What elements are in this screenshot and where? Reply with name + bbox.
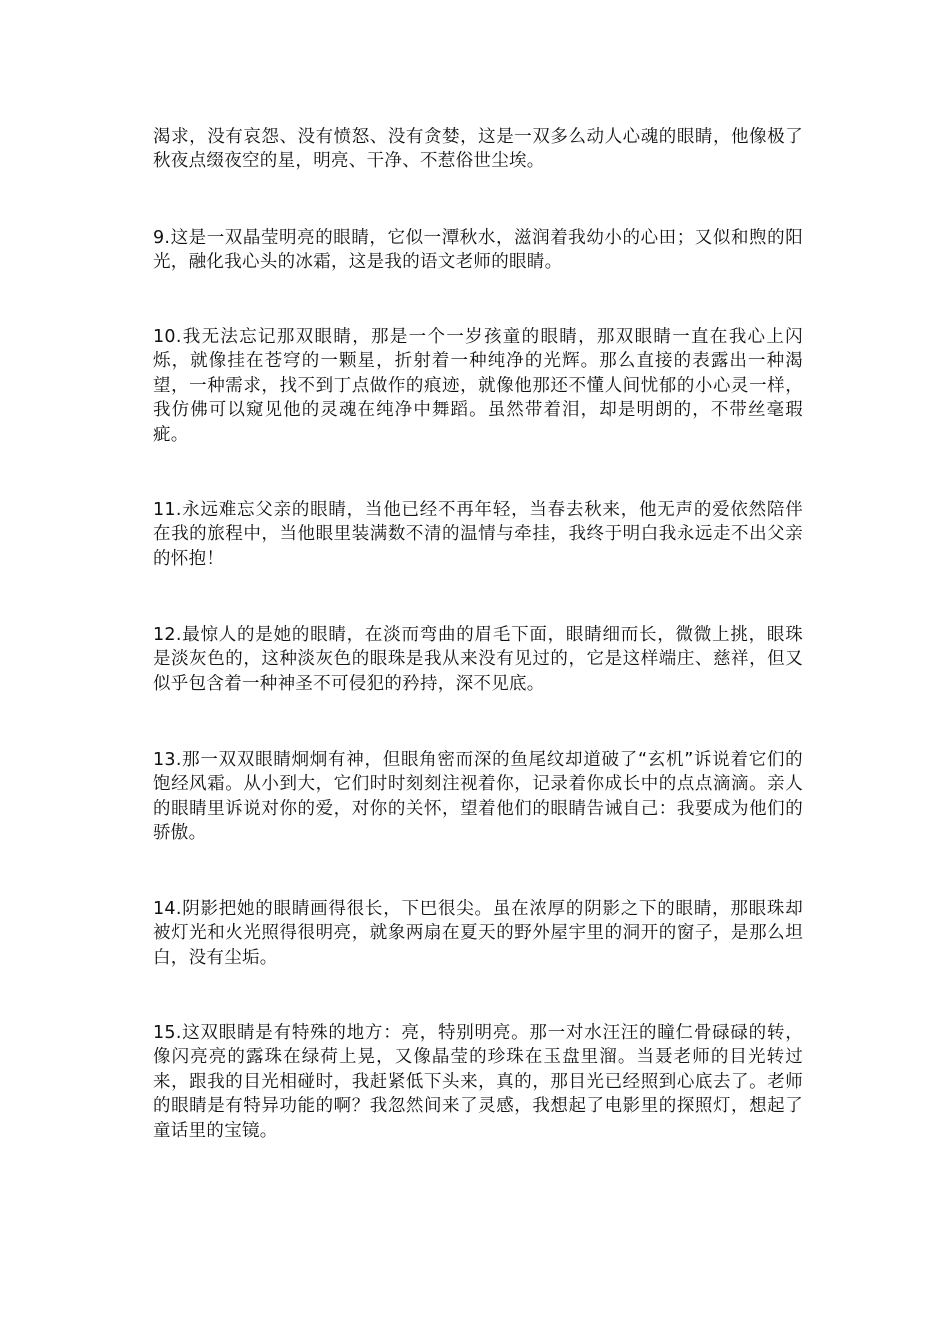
paragraph-15: 15.这双眼睛是有特殊的地方：亮，特别明亮。那一对水汪汪的瞳仁骨碌碌的转，像闪亮亮的露珠在绿荷上晃，又像晶莹的珍珠在玉盘里溜。当聂老师的目光转过来，跟我的目光相碰时，我赶紧低下头来，真的，那目光已经照到心底去了。老师的眼睛是有特异功能的啊？我忽然间来了灵感，我想起了电影里的探照灯，想起了童话里的宝镜。	[153, 1023, 803, 1141]
paragraph-11: 11.永远难忘父亲的眼睛，当他已经不再年轻，当春去秋来，他无声的爱依然陪伴在我的旅程中，当他眼里装满数不清的温情与牵挂，我终于明白我永远走不出父亲的怀抱！	[153, 500, 803, 569]
paragraph-12: 12.最惊人的是她的眼睛，在淡而弯曲的眉毛下面，眼睛细而长，微微上挑，眼珠是淡灰色的，这种淡灰色的眼珠是我从来没有见过的，它是这样端庄、慈祥，但又似乎包含着一种神圣不可侵犯的矜持，深不见底。	[153, 625, 803, 694]
paragraph-continuation: 渴求，没有哀怨、没有愤怒、没有贪婪，这是一双多么动人心魂的眼睛，他像极了秋夜点缀夜空的星，明亮、干净、不惹俗世尘埃。	[153, 127, 803, 172]
paragraph-10: 10.我无法忘记那双眼睛，那是一个一岁孩童的眼睛，那双眼睛一直在我心上闪烁，就像挂在苍穹的一颗星，折射着一种纯净的光辉。那么直接的表露出一种渴望，一种需求，找不到丁点做作的痕迹，就像他那还不懂人间忧郁的小心灵一样，我仿佛可以窥见他的灵魂在纯净中舞蹈。虽然带着泪，却是明朗的，不带丝毫瑕疵。	[153, 327, 803, 445]
paragraph-9: 9.这是一双晶莹明亮的眼睛，它似一潭秋水，滋润着我幼小的心田；又似和煦的阳光，融化我心头的冰霜，这是我的语文老师的眼睛。	[153, 228, 803, 273]
paragraph-14: 14.阴影把她的眼睛画得很长，下巴很尖。虽在浓厚的阴影之下的眼睛，那眼珠却被灯光和火光照得很明亮，就象两扇在夏天的野外屋宇里的洞开的窗子，是那么坦白，没有尘垢。	[153, 899, 803, 968]
paragraph-13: 13.那一双双眼睛炯炯有神，但眼角密而深的鱼尾纹却道破了“玄机”诉说着它们的饱经风霜。从小到大，它们时时刻刻注视着你，记录着你成长中的点点滴滴。亲人的眼睛里诉说对你的爱，对你的关怀，望着他们的眼睛告诫自己：我要成为他们的骄傲。	[153, 750, 803, 844]
